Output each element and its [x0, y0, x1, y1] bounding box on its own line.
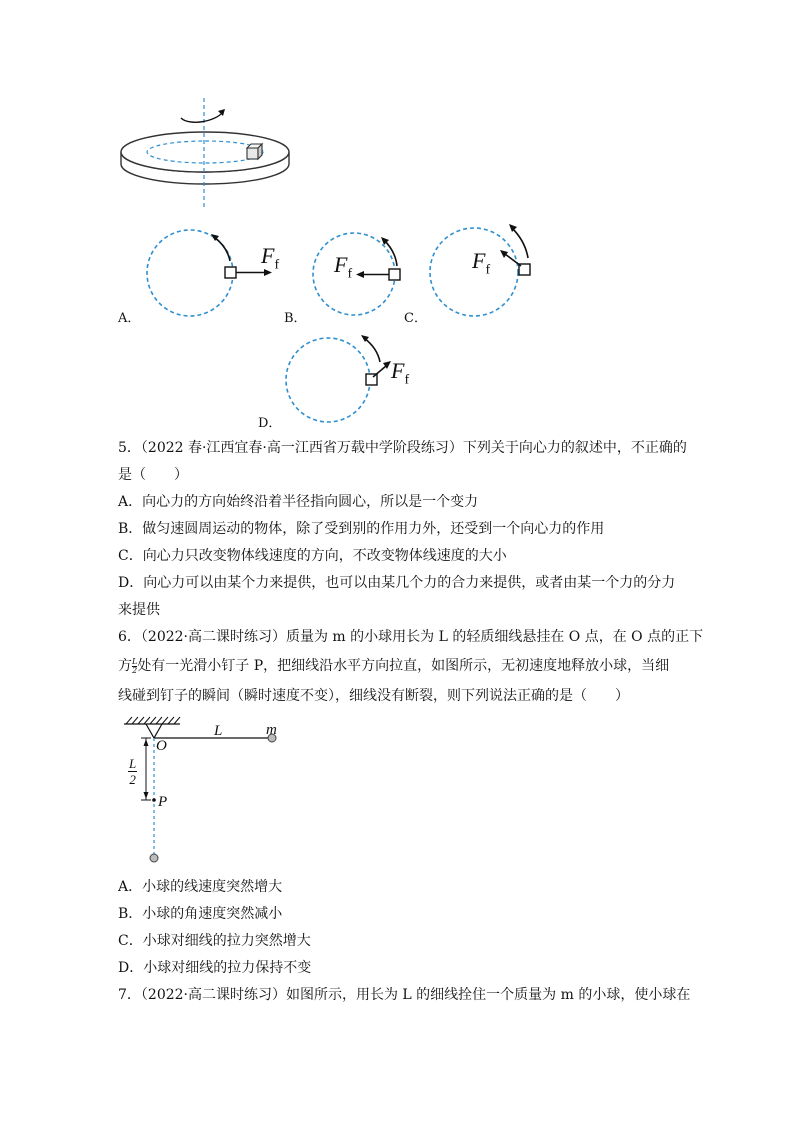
- fig-label-L: L: [214, 723, 223, 739]
- block-icon: [247, 144, 262, 159]
- q5-option-d[interactable]: D．向心力可以由某个力来提供，也可以由某几个力的合力来提供，或者由某一个力的分力: [118, 575, 676, 591]
- fig-label-half-L: L 2: [129, 756, 137, 787]
- q5-option-c[interactable]: C．向心力只改变物体线速度的方向，不改变物体线速度的大小: [118, 548, 507, 564]
- q5-stem-line2: 是（ ）: [118, 467, 188, 483]
- force-label-c: $F_f$: [472, 248, 491, 278]
- q6-option-c[interactable]: C．小球对细线的拉力突然增大: [118, 933, 311, 949]
- turntable-figure: [115, 92, 295, 214]
- force-label-d: $F_f$: [391, 358, 410, 388]
- option-c-label[interactable]: C．: [404, 311, 427, 326]
- fig-label-m: m: [266, 722, 277, 738]
- force-label-b: $F_f$: [334, 252, 353, 282]
- option-a-label[interactable]: A．: [118, 311, 141, 326]
- option-d-figure: [282, 330, 402, 430]
- half-L-fraction: $\frac{L}{2}$: [132, 656, 138, 675]
- q5-option-b[interactable]: B．做匀速圆周运动的物体，除了受到别的作用力外，还受到一个向心力的作用: [118, 521, 605, 537]
- q5-stem-line1: 5．（2022 春·江西宜春·高一江西省万载中学阶段练习）下列关于向心力的叙述中，不正确的: [118, 440, 687, 456]
- q6-option-d[interactable]: D．小球对细线的拉力保持不变: [118, 960, 312, 976]
- option-d-label[interactable]: D．: [258, 416, 282, 431]
- q7-stem-line1: 7．（2022·高二课时练习）如图所示，用长为 L 的细线拴住一个质量为 m 的小球，使小球在: [118, 987, 691, 1003]
- q6-option-a[interactable]: A．小球的线速度突然增大: [118, 879, 283, 895]
- option-a-figure: [140, 225, 280, 320]
- option-b-label[interactable]: B．: [284, 311, 307, 326]
- fig-label-P: P: [158, 794, 168, 810]
- q5-option-d-cont: 来提供: [118, 602, 160, 618]
- q6-stem-line2: 方 $\frac{L}{2}$ 处有一光滑小钉子 P，把细线沿水平方向拉直，如图所示，无初速度地释放小球，当细: [118, 656, 670, 675]
- q6-stem-line1: 6．（2022·高二课时练习）质量为 m 的小球用长为 L 的轻质细线悬挂在 O 点，在 O 点的正下: [118, 629, 704, 645]
- q5-option-a[interactable]: A．向心力的方向始终沿着半径指向圆心，所以是一个变力: [118, 494, 479, 510]
- q6-option-b[interactable]: B．小球的角速度突然减小: [118, 906, 283, 922]
- option-b-figure: [310, 228, 410, 323]
- fig-label-O: O: [156, 738, 167, 754]
- q6-stem-line3: 线碰到钉子的瞬间（瞬时速度不变），细线没有断裂，则下列说法正确的是（ ）: [118, 688, 629, 704]
- force-label-a: $F_f$: [261, 243, 280, 273]
